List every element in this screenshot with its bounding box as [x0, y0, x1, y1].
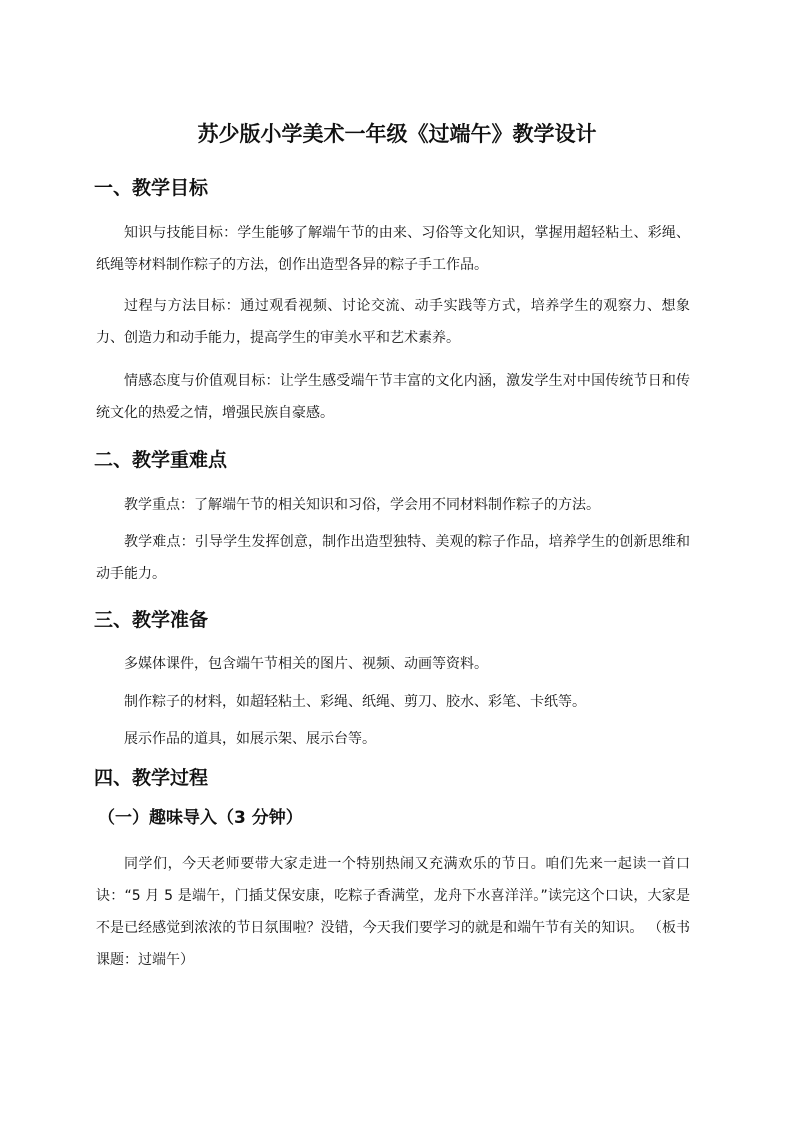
paragraph-key-point: 教学重点：了解端午节的相关知识和习俗，学会用不同材料制作粽子的方法。: [124, 497, 600, 513]
paragraph-display-props: 展示作品的道具，如展示架、展示台等。: [124, 731, 376, 747]
document-title: 苏少版小学美术一年级《过端午》教学设计: [197, 122, 597, 146]
paragraph-knowledge-skills: 知识与技能目标：学生能够了解端午节的由来、习俗等文化知识，掌握用超轻粘土、彩绳、纸绳等材料制作粽子的方法，创作出造型各异的粽子手工作品。: [96, 225, 690, 273]
section-heading-preparation: 三、教学准备: [94, 609, 209, 631]
section-heading-objectives: 一、教学目标: [94, 177, 209, 199]
subsection-heading-introduction: （一）趣味导入（3 分钟）: [98, 808, 303, 828]
paragraph-introduction: 同学们，今天老师要带大家走进一个特别热闹又充满欢乐的节日。咱们先来一起读一首口诀：“5 月 5 是端午，门插艾保安康，吃粽子香满堂，龙舟下水喜洋洋。”读完这个口诀，大家是不是已经感觉到浓浓的节日氛围啦？没错，今天我们要学习的就是和端午节有关的知识。 （板书课题：过端午）: [96, 856, 690, 968]
paragraph-materials: 制作粽子的材料，如超轻粘土、彩绳、纸绳、剪刀、胶水、彩笔、卡纸等。: [124, 694, 586, 710]
paragraph-difficult-point: 教学难点：引导学生发挥创意，制作出造型独特、美观的粽子作品，培养学生的创新思维和动手能力。: [96, 534, 690, 582]
paragraph-emotion-values: 情感态度与价值观目标：让学生感受端午节丰富的文化内涵，激发学生对中国传统节日和传统文化的热爱之情，增强民族自豪感。: [96, 373, 690, 421]
paragraph-process-methods: 过程与方法目标：通过观看视频、讨论交流、动手实践等方式，培养学生的观察力、想象力、创造力和动手能力，提高学生的审美水平和艺术素养。: [96, 298, 690, 346]
section-heading-key-points: 二、教学重难点: [94, 449, 228, 471]
paragraph-multimedia: 多媒体课件，包含端午节相关的图片、视频、动画等资料。: [124, 656, 488, 672]
section-heading-process: 四、教学过程: [94, 767, 209, 789]
